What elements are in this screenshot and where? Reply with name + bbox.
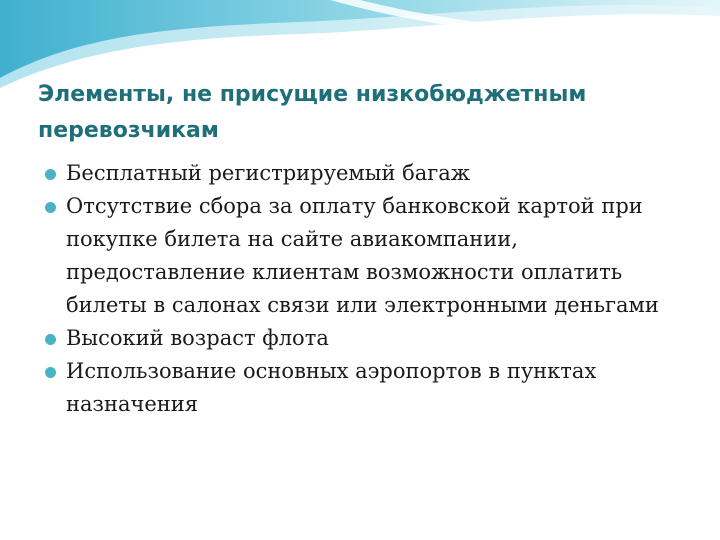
bullet-item — [44, 190, 684, 322]
bullet-dot-icon — [45, 367, 56, 378]
bullet-list — [44, 157, 684, 421]
bullet-item — [44, 322, 684, 355]
bullet-dot-icon — [45, 202, 56, 213]
bullet-text: Бесплатный регистрируемый багаж — [66, 161, 471, 185]
bullet-item — [44, 157, 684, 190]
bullet-dot-icon — [45, 334, 56, 345]
bullet-text: Высокий возраст флота — [66, 326, 329, 350]
bullet-item — [44, 355, 684, 421]
bullet-dot-icon — [45, 169, 56, 180]
bullet-text: Отсутствие сбора за оплату банковской картой при покупке билета на сайте авиакомпании, предоставление клиентам возможности оплатить билеты в салонах связи или электронными деньгами — [66, 194, 659, 317]
slide-title: Элементы, не присущие низкобюджетным перевозчикам — [38, 82, 587, 143]
bullet-text: Использование основных аэропортов в пунктах назначения — [66, 359, 597, 416]
